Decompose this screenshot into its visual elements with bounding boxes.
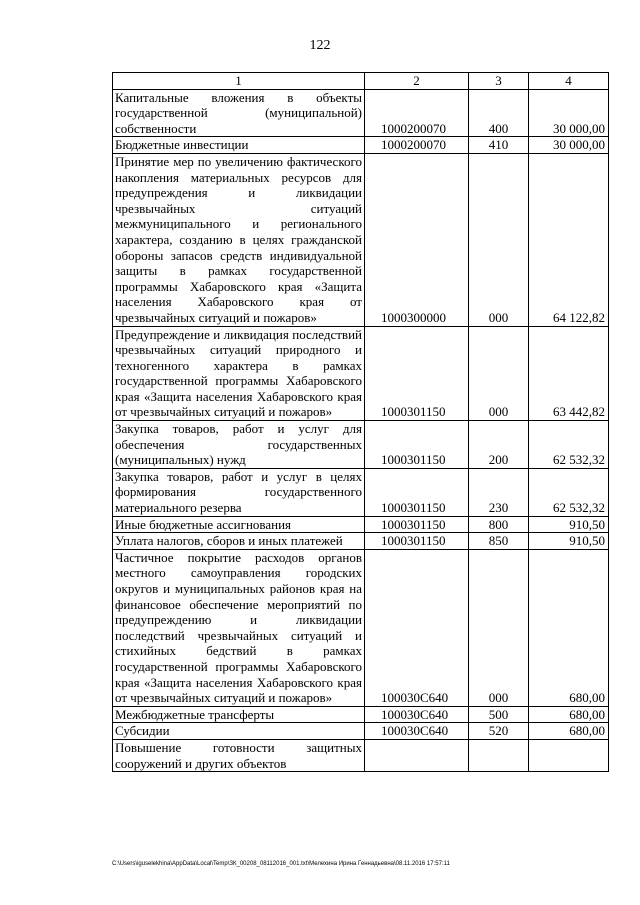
header-col-1: 1: [113, 73, 365, 90]
row-code: 1000300000: [365, 153, 469, 326]
header-col-2: 2: [365, 73, 469, 90]
table-row: [113, 516, 609, 533]
row-amount: 680,00: [529, 723, 609, 740]
row-kind: 500: [469, 706, 529, 723]
row-amount: 680,00: [529, 706, 609, 723]
row-kind: 850: [469, 533, 529, 550]
row-code: [365, 739, 469, 771]
table-row: [113, 421, 609, 469]
row-name: Межбюджетные трансферты: [113, 706, 365, 723]
row-kind: 800: [469, 516, 529, 533]
page-number: 122: [309, 38, 331, 53]
footer-file-path: C:\Users\iguselekhina\AppData\Local\Temp\ЗК_00208_08112016_001.txt\Мелехина Ирина Геннадьевна\08.11.2016 17:57:11: [112, 861, 450, 867]
row-kind: 200: [469, 421, 529, 469]
row-code: 1000200070: [365, 137, 469, 154]
row-name: Бюджетные инвестиции: [113, 137, 365, 154]
row-amount: [529, 739, 609, 771]
table-header-row: [113, 73, 609, 90]
row-kind: 520: [469, 723, 529, 740]
row-name: Частичное покрытие расходов органов местного самоуправления городских округов и муниципальных районов края на финансовое обеспечение мероприятий по предупреждению и ликвидации последствий чрезвычайных ситуаций и стихийных бедствий в рамках государственной программы Хабаровского края «Защита населения Хабаровского края от чрезвычайных ситуаций и пожаров»: [113, 549, 365, 706]
row-name: Капитальные вложения в объекты государственной (муниципальной) собственности: [113, 89, 365, 137]
row-name: Субсидии: [113, 723, 365, 740]
table-row: [113, 739, 609, 771]
row-amount: 680,00: [529, 549, 609, 706]
row-kind: 230: [469, 468, 529, 516]
row-amount: 30 000,00: [529, 137, 609, 154]
row-kind: 000: [469, 549, 529, 706]
header-col-3: 3: [469, 73, 529, 90]
row-amount: 910,50: [529, 533, 609, 550]
table-row: [113, 706, 609, 723]
row-kind: 400: [469, 89, 529, 137]
table-row: [113, 549, 609, 706]
row-code: 100030С640: [365, 723, 469, 740]
row-name: Повышение готовности защитных сооружений и других объектов: [113, 739, 365, 771]
row-amount: 62 532,32: [529, 468, 609, 516]
row-code: 1000301150: [365, 326, 469, 421]
table-row: [113, 89, 609, 137]
row-name: Принятие мер по увеличению фактического накопления материальных ресурсов для предупреждения и ликвидации чрезвычайных ситуаций межмуниципального и регионального характера, созданию в целях гражданской обороны запасов средств индивидуальной защиты в рамках государственной программы Хабаровского края «Защита населения Хабаровского края от чрезвычайных ситуаций и пожаров»: [113, 153, 365, 326]
row-name: Закупка товаров, работ и услуг в целях формирования государственного материального резерва: [113, 468, 365, 516]
row-name: Предупреждение и ликвидация последствий чрезвычайных ситуаций природного и техногенного характера в рамках государственной программы Хабаровского края «Защита населения Хабаровского края от чрезвычайных ситуаций и пожаров»: [113, 326, 365, 421]
row-amount: 30 000,00: [529, 89, 609, 137]
row-name: Уплата налогов, сборов и иных платежей: [113, 533, 365, 550]
table-row: [113, 137, 609, 154]
row-kind: 410: [469, 137, 529, 154]
header-col-4: 4: [529, 73, 609, 90]
row-code: 1000301150: [365, 533, 469, 550]
row-amount: 64 122,82: [529, 153, 609, 326]
row-code: 100030С640: [365, 549, 469, 706]
row-kind: 000: [469, 326, 529, 421]
budget-table: [112, 72, 609, 772]
table-row: [113, 153, 609, 326]
table-row: [113, 326, 609, 421]
row-code: 1000200070: [365, 89, 469, 137]
row-kind: 000: [469, 153, 529, 326]
row-name: Закупка товаров, работ и услуг для обеспечения государственных (муниципальных) нужд: [113, 421, 365, 469]
table-row: [113, 533, 609, 550]
table-row: [113, 468, 609, 516]
row-amount: 910,50: [529, 516, 609, 533]
row-amount: 62 532,32: [529, 421, 609, 469]
row-code: 1000301150: [365, 468, 469, 516]
row-code: 100030С640: [365, 706, 469, 723]
row-name: Иные бюджетные ассигнования: [113, 516, 365, 533]
row-amount: 63 442,82: [529, 326, 609, 421]
table-row: [113, 723, 609, 740]
row-code: 1000301150: [365, 421, 469, 469]
row-kind: [469, 739, 529, 771]
row-code: 1000301150: [365, 516, 469, 533]
